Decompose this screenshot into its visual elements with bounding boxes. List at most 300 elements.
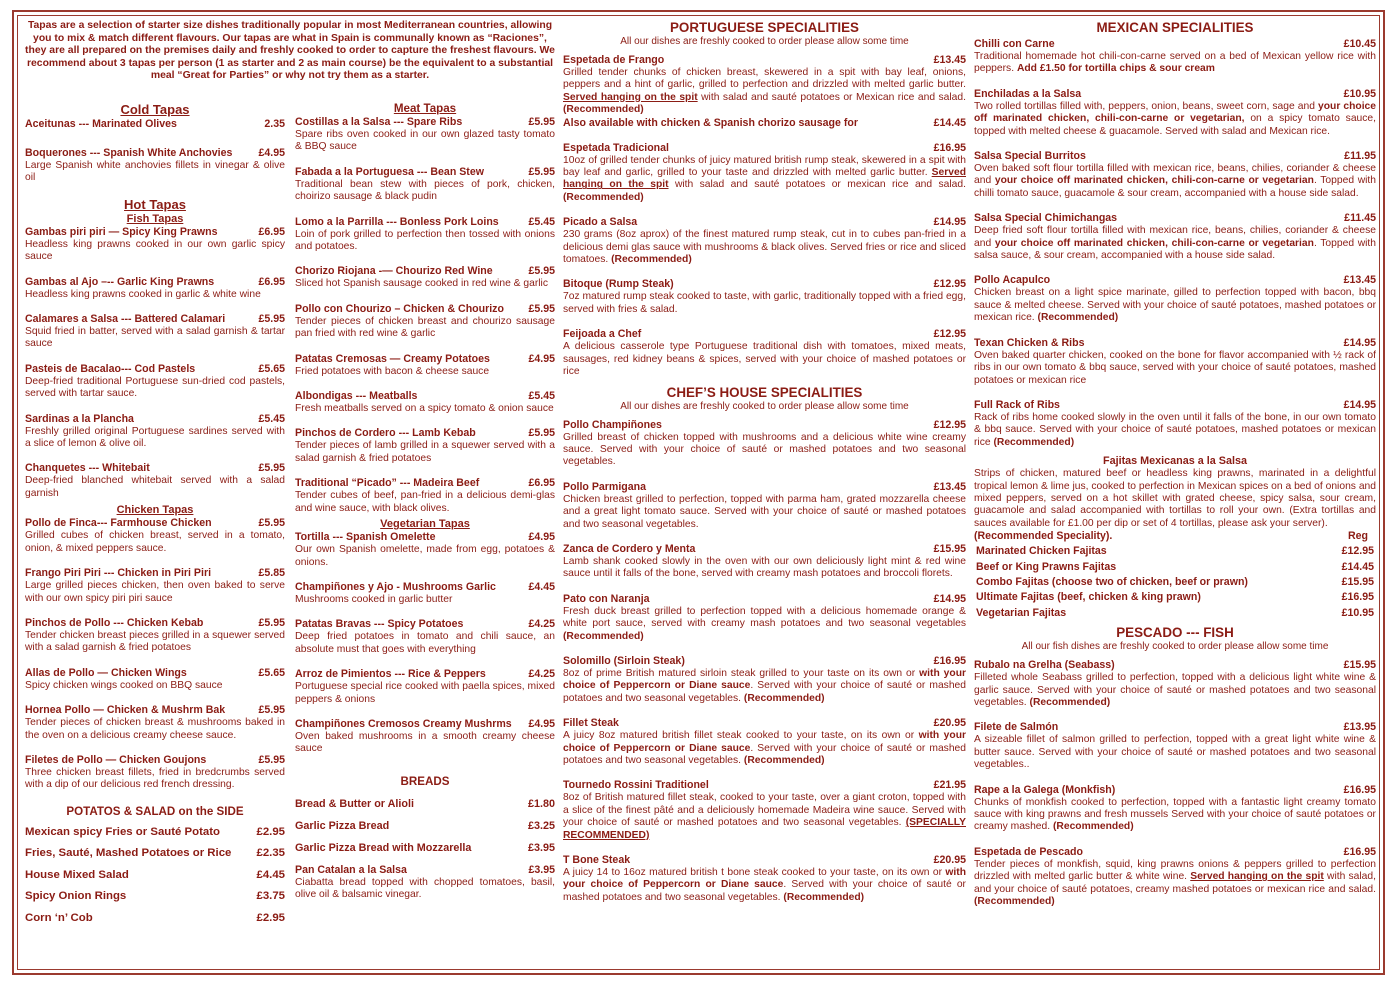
- menu-item: [563, 419, 966, 469]
- item-name: Sardinas a la Plancha: [25, 412, 134, 425]
- item-name: Fabada a la Portuguesa --- Bean Stew: [295, 165, 484, 178]
- item-price: £6.95: [528, 477, 555, 490]
- tapas-column: [25, 20, 555, 970]
- menu-item: [25, 147, 285, 185]
- item-desc: Traditional bean stew with pieces of pork, chicken, choirizo sausage & black pudin: [295, 178, 555, 203]
- desc-text: Traditional homemade hot chili-con-carne served on a bed of Mexican yellow rice with peppers.: [974, 51, 1376, 75]
- item-price: £13.45: [933, 480, 966, 493]
- menu-item: [295, 116, 555, 154]
- reg-label: Reg: [1347, 530, 1368, 543]
- item-price: £2.95: [256, 911, 285, 924]
- item-name: Picado a Salsa: [563, 216, 638, 229]
- menu-item: [295, 531, 555, 569]
- portuguese-note: All our dishes are freshly cooked to order please allow some time: [620, 36, 909, 47]
- menu-item: [563, 328, 966, 378]
- item-name: Filete de Salmón: [974, 721, 1059, 734]
- desc-text: Rack of ribs home cooked slowly in the oven until it falls of the bone, in our own tomato & bbq sauce. Served with your choice of sauté potatoes, mashed potatoes or mexican rice: [974, 411, 1376, 448]
- item-name: Lomo a la Parrilla --- Bonless Pork Loins: [295, 215, 499, 228]
- bread-item: [295, 820, 555, 833]
- menu-item: [295, 166, 555, 204]
- menu-item: [295, 668, 555, 706]
- item-price: £5.95: [528, 427, 555, 440]
- item-price: 2.35: [264, 118, 285, 130]
- item-name: Gambas al Ajo –-- Garlic King Prawns: [25, 275, 215, 288]
- desc-text: Tender pieces of monkfish, squid, king prawns onions & peppers grilled to perfection drizzled with melted garlic butter & white wine.: [974, 858, 1376, 883]
- desc-text: Grilled tender chunks of chicken breast, skewered in a spit with bay leaf, onions, peppers and a hint of garlic, grilled to perfection and drizzled with melted garlic butter.: [563, 67, 966, 91]
- item-desc: Tender chicken breast pieces grilled in a squewer served with a salad garnish & fried potatoes: [25, 629, 285, 654]
- desc-text: A juicy 14 to 16oz matured british t bone steak cooked to your taste, on its own or: [563, 867, 946, 879]
- item-price: £4.25: [528, 668, 555, 681]
- item-name: Patatas Bravas --- Spicy Potatoes: [295, 618, 464, 631]
- item-name: Solomillo (Sirloin Steak): [563, 654, 685, 667]
- item-desc: [563, 867, 966, 904]
- item-name: Salsa Special Chimichangas: [974, 212, 1118, 225]
- hot-tapas-title: Hot Tapas: [124, 196, 186, 212]
- item-name: Fries, Sauté, Mashed Potatoes or Rice: [25, 847, 232, 860]
- item-name: Pasteis de Bacalao--- Cod Pastels: [25, 362, 196, 375]
- item-name: Pollo con Chourizo – Chicken & Chourizo: [295, 302, 504, 315]
- item-price: £5.95: [258, 462, 285, 475]
- item-desc: Spare ribs oven cooked in our own glazed tasty tomato & BBQ sauce: [295, 129, 555, 153]
- menu-item: [974, 274, 1376, 324]
- desc-text: 10oz of grilled tender chunks of juicy matured british rump steak, skewered in a spit with bay leaf and garlic, grilled to your taste and drizzled with melted garlic butter.: [563, 154, 966, 179]
- recommended-label: (Recommended): [563, 630, 644, 642]
- item-desc: [563, 606, 966, 643]
- item-desc: Sliced hot Spanish sausage cooked in red wine & garlic: [295, 278, 548, 290]
- item-name: Pollo Parmigana: [563, 480, 647, 493]
- desc-text: A juicy 8oz matured british fillet steak cooked to your taste, on its own or: [563, 730, 919, 742]
- menu-item: [563, 779, 966, 842]
- item-price: £2.35: [256, 847, 285, 860]
- item-name: Aceitunas --- Marinated Olives: [25, 118, 177, 130]
- portuguese-chef-column: [563, 20, 966, 916]
- item-name: Texan Chicken & Ribs: [974, 336, 1085, 349]
- item-price: £5.95: [528, 116, 555, 128]
- item-name: Espetada de Frango: [563, 54, 665, 66]
- item-desc: Tender cubes of beef, pan-fried in a delicious demi-glas and wine sauce, with black olives.: [295, 490, 555, 514]
- item-price: £14.95: [933, 592, 966, 605]
- menu-item: [563, 854, 966, 904]
- menu-item: [974, 38, 1376, 76]
- item-name: Arroz de Pimientos --- Rice & Peppers: [295, 668, 486, 681]
- menu-item: [295, 303, 555, 341]
- item-desc: [974, 672, 1376, 709]
- item-desc: [974, 225, 1376, 262]
- chicken-tapas-title: Chicken Tapas: [116, 504, 194, 517]
- item-price: £5.95: [528, 302, 555, 315]
- item-name: Spicy Onion Rings: [25, 890, 127, 903]
- item-desc: Grilled breast of chicken topped with mushrooms and a delicious white wine creamy sauce. Served with your choice of sauté or mashed potatoes and two seasonal vegetables.: [563, 431, 966, 468]
- menu-item: [563, 593, 966, 643]
- item-name: Frango Piri Piri --- Chicken in Piri Piri: [25, 567, 212, 580]
- item-desc: Grilled cubes of chicken breast, served in a tomato, onion, & mixed peppers sauce.: [25, 530, 285, 554]
- item-price: £11.45: [1344, 212, 1376, 225]
- desc-text: Two rolled tortillas filled with, peppers, onion, beans, sweet corn, sage and: [974, 100, 1319, 112]
- item-price: £16.95: [1343, 845, 1376, 858]
- desc-text: on a spicy tomato sauce, topped with melted cheese & guacamole. Served with salad and Mexican rice.: [974, 113, 1377, 137]
- item-price: £5.45: [258, 412, 285, 425]
- item-price: £4.25: [528, 618, 555, 631]
- item-desc: Fresh meatballs served on a spicy tomato & onion sauce: [295, 403, 554, 415]
- item-price: £5.95: [258, 753, 285, 766]
- item-name: Chorizo Riojana -— Chourizo Red Wine: [295, 265, 493, 278]
- item-desc: Deep-fried traditional Portuguese sun-dried cod pastels, served with tartar sauce.: [25, 375, 285, 400]
- menu-item: [974, 337, 1376, 387]
- recommended-label: (Recommended): [743, 692, 825, 704]
- item-name: Chilli con Carne: [974, 38, 1055, 50]
- desc-text: . Served with your choice of sauté or mashed potatoes and two seasonal vegetables.: [563, 742, 967, 766]
- desc-text: Fresh duck breast grilled to perfection topped with a delicious homemade orange & white port sauce, served with creamy mash potatoes and two seasonal vegetables: [563, 605, 966, 630]
- item-name: Champiñones y Ajo - Mushrooms Garlic: [295, 580, 496, 593]
- desc-bold: with your choice of Peppercorn or Diane sauce: [563, 730, 966, 754]
- desc-text: 8oz of British matured fillet steak, cooked to your taste, over a giant croton, topped with a slice of the finest pâté and a deliciously homemade Madeira wine sauce. Served with your choice of sauté or mashed potatoes and two seasonal vegetables.: [563, 792, 966, 829]
- side-item: [25, 822, 285, 844]
- item-price: £13.95: [1343, 721, 1376, 734]
- menu-item: [974, 150, 1376, 200]
- item-price: £15.95: [1341, 575, 1374, 588]
- item-name: Espetada de Pescado: [974, 845, 1083, 858]
- chef-title: CHEF’S HOUSE SPECIALITIES: [666, 384, 863, 400]
- item-name: Calamares a Salsa --- Battered Calamari: [25, 313, 226, 326]
- item-desc: [563, 67, 966, 117]
- recommended-label: (Recommended): [1037, 312, 1119, 324]
- desc-text: Filleted whole Seabass grilled to perfection, topped with a delicious light white wine & garlic sauce. Served with your choice of sauté or mashed potatoes and two seasonal vegetables.: [974, 672, 1376, 708]
- item-desc: Lamb shank cooked slowly in the oven with our own deliciously light mint & red wine sauce until it falls of the bone, served with creamy mash potatoes and broccoli florets.: [563, 555, 966, 580]
- menu-item: [25, 413, 285, 451]
- item-name: Rape a la Galega (Monkfish): [974, 783, 1116, 796]
- item-desc: Headless king prawns cooked in garlic & white wine: [25, 288, 261, 300]
- meat-tapas-title: Meat Tapas: [393, 102, 457, 115]
- item-name: Boquerones --- Spanish White Anchovies: [25, 147, 233, 159]
- item-price: £14.95: [1343, 398, 1376, 411]
- item-desc: [974, 163, 1376, 200]
- menu-item: [974, 659, 1376, 709]
- item-desc: [563, 668, 966, 705]
- item-name: Pollo Acapulco: [974, 274, 1051, 287]
- item-price: £14.45: [933, 116, 966, 129]
- item-name: Allas de Pollo — Chicken Wings: [25, 666, 187, 679]
- recommended-label: (Recommended): [974, 896, 1055, 908]
- item-name: Pollo de Finca--- Farmhouse Chicken: [25, 517, 212, 530]
- recommended-label: (Recommended): [1052, 821, 1134, 833]
- item-desc: Large Spanish white anchovies fillets in vinegar & olive oil: [25, 160, 285, 184]
- item-price: £4.45: [528, 580, 555, 593]
- item-desc: Portuguese special rice cooked with paella spices, mixed peppers & onions: [295, 681, 555, 705]
- item-desc: [974, 287, 1376, 324]
- item-desc: Tender pieces of chicken breast and chourizo sausage pan fried with red wine & garlic: [295, 315, 555, 340]
- item-price: £5.65: [258, 362, 285, 375]
- desc-bold: your choice off marinated chicken, chili-con-carne or vegetarian: [994, 237, 1314, 249]
- item-desc: Fried potatoes with bacon & cheese sauce: [295, 365, 490, 377]
- item-name: T Bone Steak: [563, 854, 631, 867]
- side-item: [25, 865, 285, 887]
- desc-bold: with your choice of Peppercorn or Diane sauce: [563, 667, 966, 692]
- item-desc: A sizeable fillet of salmon grilled to perfection, topped with a great light white wine & butter sauce. Served with your choice of sauté or mashed potatoes and two seasonal vegetables..: [974, 734, 1376, 771]
- desc-text: with salad and sauté potatoes or mexican rice and salad.: [668, 179, 967, 191]
- item-desc: Loin of pork grilled to perfection then tossed with onions and potatoes.: [295, 228, 555, 253]
- item-name: Costillas a la Salsa --- Spare Ribs: [295, 116, 463, 128]
- item-price: £5.85: [258, 567, 285, 580]
- item-name: Fillet Steak: [563, 717, 619, 730]
- item-desc: Chicken breast grilled to perfection, topped with parma ham, grated mozzarella cheese and a great light tomato sauce. Served with your choice of sauté or mashed potatoes and two seasonal vegetables.: [563, 493, 966, 530]
- item-price: £5.95: [528, 265, 555, 278]
- item-price: £4.45: [256, 868, 285, 881]
- side-item: [25, 908, 285, 930]
- side-item: [25, 886, 285, 908]
- desc-text: 8oz of prime British matured sirloin steak grilled to your taste on its own or: [563, 667, 920, 679]
- menu-item: [974, 721, 1376, 771]
- item-price: £14.95: [1343, 336, 1376, 349]
- item-price: £3.25: [527, 819, 555, 832]
- item-price: £3.95: [528, 863, 555, 876]
- item-price: £4.95: [258, 147, 285, 159]
- recommended-label: (Recommended): [611, 254, 692, 266]
- menu-item: [25, 313, 285, 351]
- cold-tapas-title: Cold Tapas: [120, 102, 190, 117]
- item-name: Mexican spicy Fries or Sauté Potato: [25, 825, 220, 838]
- item-desc: 7oz matured rump steak cooked to taste, with garlic, traditionally topped with a fried egg, served with fries & salad.: [563, 291, 966, 315]
- item-name: Garlic Pizza Bread: [295, 819, 390, 832]
- item-price: £6.95: [258, 225, 285, 238]
- item-desc: Our own Spanish omelette, made from egg, potatoes & onions.: [295, 544, 555, 568]
- menu-item: [25, 567, 285, 605]
- desc-text: Oven baked soft flour tortilla filled with mexican rice, beans, chilies, coriander & cheese and: [974, 163, 1376, 187]
- item-name: Pollo Champiñones: [563, 418, 662, 431]
- item-desc: [974, 797, 1376, 834]
- mexican-fish-column: [974, 20, 1376, 920]
- menu-item: [295, 581, 555, 606]
- menu-item: [563, 655, 966, 705]
- item-name: Vegetarian Fajitas: [976, 606, 1067, 619]
- item-desc: Headless king prawns cooked in our own garlic spicy sauce: [25, 238, 285, 263]
- menu-item: [563, 717, 966, 767]
- menu-item: [25, 754, 285, 792]
- desc-text: . Served with your choice of sauté or mashed potatoes and two seasonal vegetables.: [563, 879, 966, 903]
- item-price: £6.95: [258, 275, 285, 288]
- item-price: £5.95: [258, 313, 285, 326]
- item-name: Gambas piri piri — Spicy King Prawns: [25, 225, 218, 238]
- cold-hot-tapas: [25, 102, 285, 929]
- item-price: £10.95: [1341, 606, 1374, 619]
- item-name: Salsa Special Burritos: [974, 150, 1086, 163]
- item-name: Filetes de Pollo — Chicken Goujons: [25, 753, 207, 766]
- item-desc: Tender pieces of lamb grilled in a squewer served with a salad garnish & fried potatoes: [295, 440, 555, 464]
- desc-text: with salad, and your choice of sauté potatoes, creamy mashed potatoes or mexican rice and salad.: [974, 871, 1377, 895]
- meat-veg-tapas: [295, 102, 555, 914]
- fajita-item: [974, 560, 1376, 575]
- item-desc: Three chicken breast fillets, fried in bredcrumbs served with a dip of our delicious red french dressing.: [25, 766, 285, 791]
- item-price: £4.95: [528, 352, 555, 365]
- item-price: £2.95: [256, 825, 285, 838]
- menu-item: [563, 54, 966, 130]
- item-price: £11.95: [1344, 150, 1376, 163]
- menu-item: [25, 276, 285, 301]
- item-price: £15.95: [1343, 659, 1376, 672]
- item-desc: [563, 730, 966, 767]
- item-desc: [974, 412, 1376, 449]
- item-price: £5.45: [528, 215, 555, 228]
- fajita-item: [974, 575, 1376, 590]
- item-price: £20.95: [933, 854, 966, 867]
- item-name: Patatas Cremosas — Creamy Potatoes: [295, 352, 490, 365]
- desc-text: . Served with your choice of sauté or mashed potatoes and two seasonal vegetables.: [563, 680, 967, 704]
- desc-bold: with your choice of Peppercorn or Diane sauce: [563, 867, 966, 891]
- recommended-label: (Recommended): [993, 436, 1075, 448]
- item-name: Feijoada a Chef: [563, 328, 642, 341]
- item-price: £21.95: [933, 779, 966, 792]
- item-name: Zanca de Cordero y Menta: [563, 542, 696, 555]
- item-name: Chanquetes --- Whitebait: [25, 462, 150, 475]
- item-desc: [974, 859, 1376, 909]
- item-desc: Large grilled pieces chicken, then oven baked to serve with our own spicy piri piri sauce: [25, 580, 285, 604]
- item-desc: [563, 792, 966, 842]
- menu-item: [974, 88, 1376, 138]
- breads-title: BREADS: [400, 774, 450, 788]
- menu-item: [563, 216, 966, 266]
- menu-item: [25, 517, 285, 555]
- fish-note: All our fish dishes are freshly cooked to order please allow some time: [1021, 641, 1329, 653]
- fajita-item: [974, 590, 1376, 605]
- item-desc: [563, 155, 966, 205]
- item-name: Champiñones Cremosos Creamy Mushrms: [295, 717, 512, 730]
- item-price: £4.95: [528, 717, 555, 730]
- menu-item: [25, 363, 285, 401]
- item-price: £16.95: [1343, 783, 1376, 796]
- item-desc: Mushrooms cooked in garlic butter: [295, 593, 453, 605]
- item-name: Pinchos de Cordero --- Lamb Kebab: [295, 427, 476, 440]
- item-price: £12.95: [933, 418, 966, 431]
- menu-item: [25, 462, 285, 500]
- item-desc: A delicious casserole type Portuguese traditional dish with tomatoes, mixed meats, sausages, red kidney beans & spices, served with your choice of mashed potatoes or rice: [563, 341, 966, 378]
- item-desc: Deep fried potatoes in tomato and chili sauce, an absolute must that goes with everything: [295, 631, 555, 655]
- item-name: Garlic Pizza Bread with Mozzarella: [295, 841, 472, 854]
- recommended-label: (Recommended Speciality).: [974, 530, 1113, 543]
- menu-item: [295, 265, 555, 290]
- menu-item: [295, 477, 555, 515]
- item-desc: [563, 229, 966, 266]
- item-name: Espetada Tradicional: [563, 141, 669, 154]
- fajitas-desc: Strips of chicken, matured beef or headless king prawns, marinated in a delightful tropical lemon & lime jus, cooked to perfection in Mexican spices on a bed of onions and mixed peppers, served on a hot skillet with grated cheese, spicy salsa, sour cream, guacamole and salad accompanied with tortillas to roll your own. (Extra tortillas and sauces available for £1.00 per dip or set of 4 tortillas, please ask your server).: [974, 468, 1376, 529]
- desc-text: with salad and sauté potatoes or Mexican rice and salad.: [697, 91, 966, 103]
- item-name: Enchiladas a la Salsa: [974, 87, 1082, 100]
- menu-item: [25, 226, 285, 264]
- recommended-label: (Recommended): [563, 104, 644, 116]
- item-name: Bitoque (Rump Steak): [563, 278, 674, 291]
- item-price: £13.45: [933, 54, 966, 66]
- menu-item: [974, 399, 1376, 449]
- item-name: Corn ‘n’ Cob: [25, 911, 93, 924]
- item-name: Pinchos de Pollo --- Chicken Kebab: [25, 616, 204, 629]
- item-price: £1.80: [527, 797, 555, 810]
- item-name: Traditional “Picado” --- Madeira Beef: [295, 477, 480, 490]
- desc-text: . Topped with salsa sauce, & sour cream, accompanied with a house side salad.: [974, 237, 1377, 262]
- desc-text: Chunks of monkfish cooked to perfection, topped with a fantastic light creamy tomato sauce with king prawns and fresh mussels Served with your choice of sauté potatoes or creamy mashed.: [974, 796, 1376, 833]
- item-price: £3.95: [527, 841, 555, 854]
- fish-title: PESCADO --- FISH: [1116, 625, 1234, 641]
- menu-item: [563, 142, 966, 205]
- menu-item: [295, 353, 555, 378]
- item-desc: [974, 101, 1376, 138]
- desc-underlined: Served hanging on the spit: [1190, 871, 1324, 883]
- item-name: House Mixed Salad: [25, 868, 129, 881]
- menu-item: [563, 278, 966, 316]
- item-price: £16.95: [933, 141, 966, 154]
- desc-bold: Add £1.50 for tortilla chips & sour cream: [1016, 63, 1215, 75]
- item-desc: Spicy chicken wings cooked on BBQ sauce: [25, 679, 223, 691]
- fajitas-title: Fajitas Mexicanas a la Salsa: [1102, 455, 1248, 468]
- menu-item: [295, 618, 555, 656]
- chef-note: All our dishes are freshly cooked to order please allow some time: [620, 400, 909, 412]
- item-price: £12.95: [933, 278, 966, 291]
- recommended-label: (Recommended): [783, 891, 865, 903]
- item-price: £4.95: [528, 531, 555, 544]
- item-price: £5.65: [258, 666, 285, 679]
- menu-item: [295, 390, 555, 415]
- fish-tapas-title: Fish Tapas: [126, 212, 184, 225]
- item-name: Tortilla --- Spanish Omelette: [295, 531, 436, 544]
- portuguese-title: PORTUGUESE SPECIALITIES: [670, 20, 859, 35]
- menu-item: [563, 543, 966, 581]
- sides-title: POTATOS & SALAD on the SIDE: [66, 804, 244, 818]
- item-price: £12.95: [933, 328, 966, 341]
- item-desc: Squid fried in batter, served with a salad garnish & tartar sauce: [25, 326, 285, 350]
- item-desc: [974, 51, 1376, 76]
- item-name: Albondigas --- Meatballs: [295, 390, 418, 403]
- item-price: £14.95: [933, 216, 966, 229]
- item-desc: Freshly grilled original Portuguese sardines served with a slice of lemon & olive oil.: [25, 425, 285, 450]
- desc-text: Deep fried soft flour tortilla filled with mexican rice, beans, chilies, coriander & cheese and: [974, 225, 1376, 249]
- item-name: Pan Catalan a la Salsa: [295, 863, 407, 876]
- menu-item: [295, 216, 555, 254]
- item-price: £5.95: [258, 704, 285, 717]
- item-name: Marinated Chicken Fajitas: [976, 545, 1107, 558]
- item-name: Ultimate Fajitas (beef, chicken & king prawn): [976, 591, 1201, 604]
- desc-bold: your choice off marinated chicken, chili-con-carne or vegetarian: [994, 175, 1314, 187]
- item-desc: Tender pieces of chicken breast & mushrooms baked in the oven on a delicious creamy cheese sauce.: [25, 717, 285, 741]
- menu-item: [295, 427, 555, 465]
- desc-underlined: Served hanging on the spit: [563, 167, 966, 191]
- item-price: £5.95: [258, 616, 285, 629]
- item-extra: Also available with chicken & Spanish chorizo sausage for: [563, 116, 858, 129]
- item-price: £10.95: [1343, 87, 1376, 100]
- menu-item: [295, 718, 555, 756]
- item-price: £14.45: [1341, 560, 1374, 573]
- item-price: £13.45: [1343, 274, 1376, 287]
- item-price: £12.95: [1341, 545, 1374, 558]
- menu-item: [25, 617, 285, 655]
- item-price: £5.95: [258, 517, 285, 530]
- menu-item: [563, 481, 966, 531]
- menu-item: [974, 784, 1376, 834]
- desc-text: . Topped with chilli tomato sauce, guacamole & sour cream, accompanied with a house side salad.: [974, 175, 1377, 199]
- bread-item: [295, 798, 555, 811]
- fajita-item: [974, 606, 1376, 621]
- item-price: £15.95: [933, 542, 966, 555]
- menu-item: [295, 864, 555, 902]
- item-desc: Ciabatta bread topped with chopped tomatoes, basil, olive oil & balsamic vinegar.: [295, 876, 555, 901]
- recommended-label: (Recommended): [563, 191, 644, 203]
- bread-item: [295, 842, 555, 855]
- item-price: £5.45: [528, 390, 555, 403]
- side-item: [25, 843, 285, 865]
- item-price: £16.95: [1341, 591, 1374, 604]
- item-name: Rubalo na Grelha (Seabass): [974, 659, 1115, 672]
- recommended-label: (SPECIALLY RECOMMENDED): [563, 817, 966, 841]
- menu-item: [974, 212, 1376, 262]
- menu-item: [974, 846, 1376, 909]
- item-price: £3.75: [256, 890, 285, 903]
- item-desc: Deep-fried blanched whitebait served with a salad garnish: [25, 475, 285, 499]
